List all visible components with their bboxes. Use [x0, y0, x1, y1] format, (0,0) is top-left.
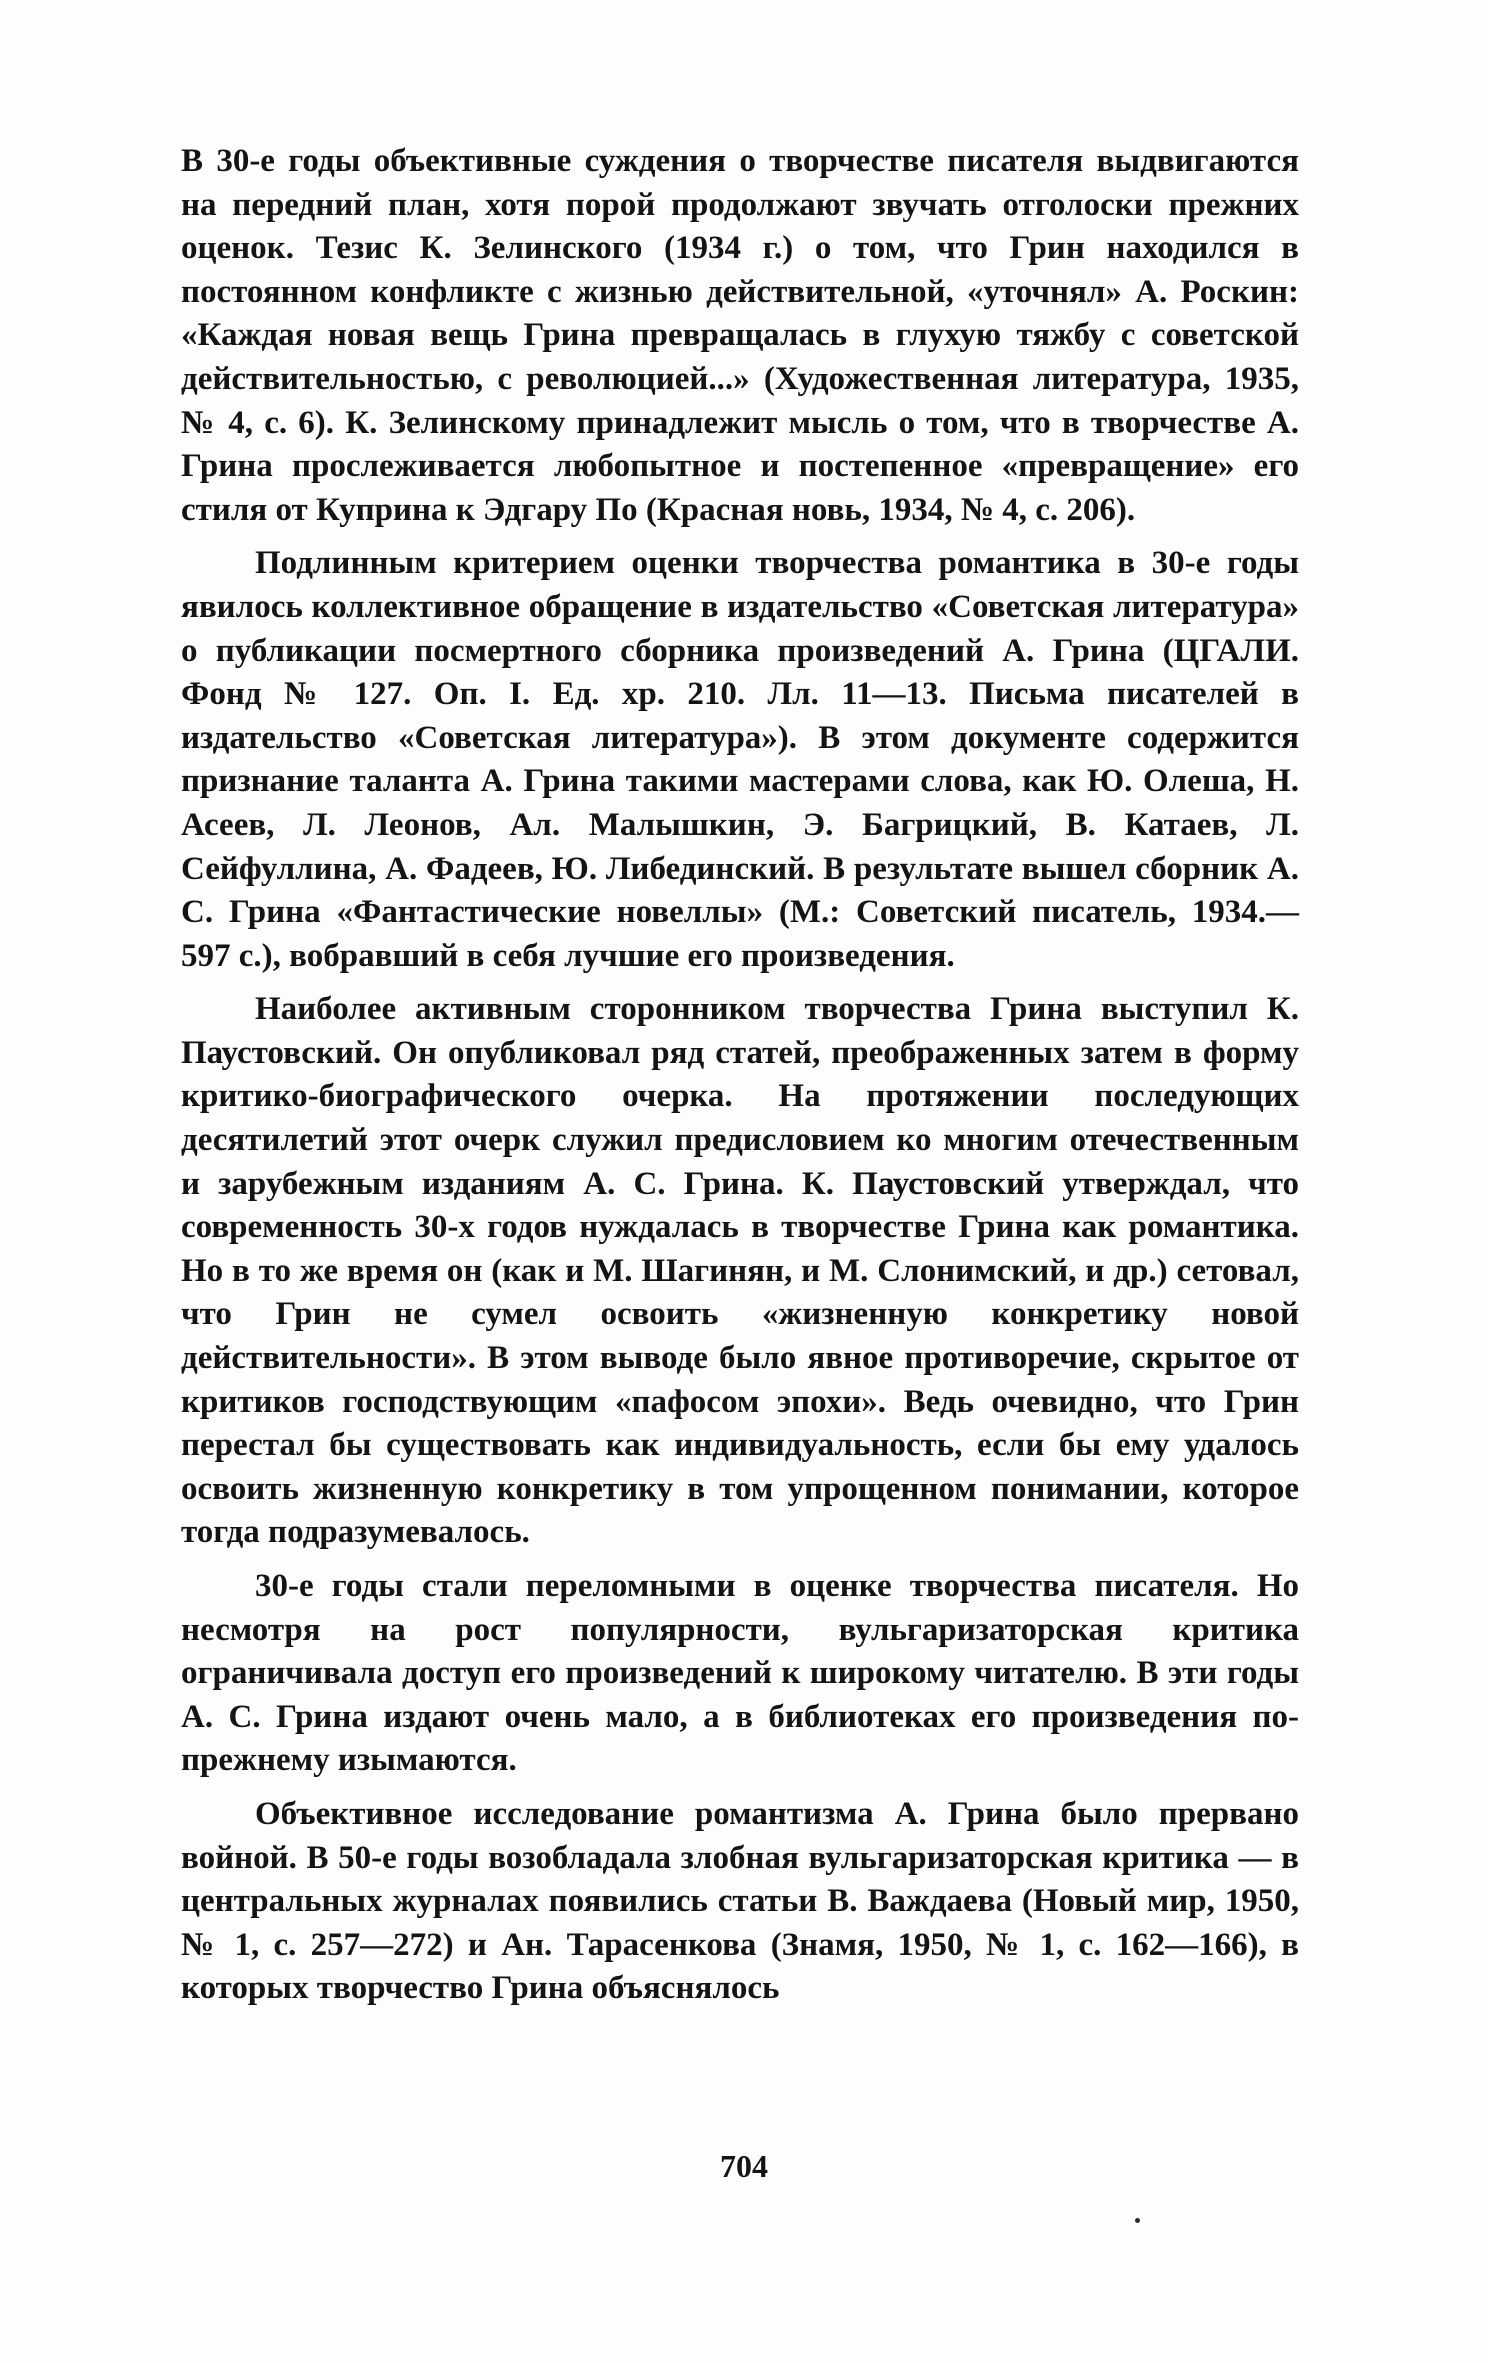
- paragraph-4: 30-е годы стали переломными в оценке творчества писателя. Но несмотря на рост популярности, вульгаризаторская критика ограничивала доступ его произведений к широкому читателю. В эти годы А. С. Грина издают очень мало, а в библиотеках его произведения по-прежнему изымаются.: [181, 1568, 1299, 1779]
- paragraph-2: Подлинным критерием оценки творчества романтика в 30-е годы явилось коллективное обращение в издательство «Советская литература» о публикации посмертного сборника произведений А. Грина (ЦГАЛИ. Фонд № 127. Оп. I. Ед. хр. 210. Лл. 11—13. Письма писателей в издательство «Советская литература»). В этом документе содержится признание таланта А. Грина такими мастерами слова, как Ю. Олеша, Н. Асеев, Л. Леонов, Ал. Малышкин, Э. Багрицкий, В. Катаев, Л. Сейфуллина, А. Фадеев, Ю. Либединский. В результате вышел сборник А. С. Грина «Фантастические новеллы» (М.: Советский писатель, 1934.— 597 с.), вобравший в себя лучшие его произведения.: [181, 545, 1299, 974]
- paragraph-5: Объективное исследование романтизма А. Грина было прервано войной. В 50-е годы возобладала злобная вульгаризаторская критика — в центральных журналах появились статьи В. Важдаева (Новый мир, 1950, № 1, с. 257—272) и Ан. Тарасенкова (Знамя, 1950, № 1, с. 162—166), в которых творчество Грина объяснялось: [181, 1795, 1299, 2007]
- print-speck: [1135, 2218, 1140, 2223]
- page-number: 704: [720, 2148, 768, 2184]
- paragraph-3: Наиболее активным сторонником творчества Грина выступил К. Паустовский. Он опубликовал ряд статей, преображенных затем в форму критико-биографического очерка. На протяжении последующих десятилетий этот очерк служил предисловием ко многим отечественным и зарубежным изданиям А. С. Грина. К. Паустовский утверждал, что современность 30-х годов нуждалась в творчестве Грина как романтика. Но в то же время он (как и М. Шагинян, и М. Слонимский, и др.) сетовал, что Грин не сумел освоить «жизненную конкретику новой действительности». В этом выводе было явное противоречие, скрытое от критиков господствующим «пафосом эпохи». Ведь очевидно, что Грин перестал бы существовать как индивидуальность, если бы ему удалось освоить жизненную конкретику в том упрощенном понимании, которое тогда подразумевалось.: [181, 991, 1299, 1551]
- paragraph-1: В 30-е годы объективные суждения о творчестве писателя выдвигаются на передний план, хотя порой продолжают звучать отголоски прежних оценок. Тезис К. Зелинского (1934 г.) о том, что Грин находился в постоянном конфликте с жизнью действительной, «уточнял» А. Роскин: «Каждая новая вещь Грина превращалась в глухую тяжбу с советской действительностью, с революцией...» (Художественная литература, 1935, № 4, с. 6). К. Зелинскому принадлежит мысль о том, что в творчестве А. Грина прослеживается любопытное и постепенное «превращение» его стиля от Куприна к Эдгару По (Красная новь, 1934, № 4, с. 206).: [181, 143, 1299, 528]
- body-text: [181, 140, 1299, 2021]
